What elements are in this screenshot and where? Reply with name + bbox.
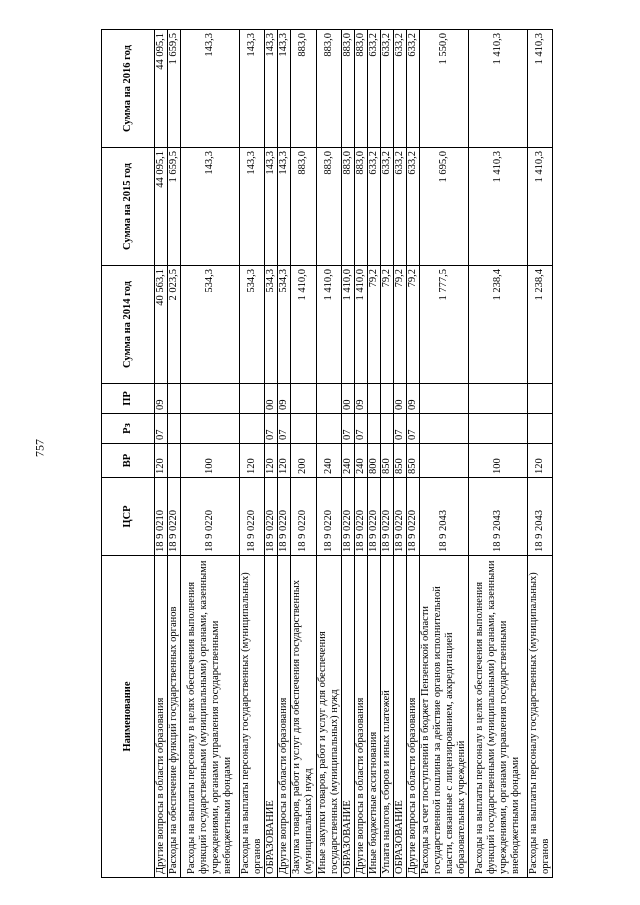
budget-table	[101, 29, 553, 878]
header-csr: ЦСР	[102, 478, 155, 556]
cell-sum2015: 633,2	[393, 148, 406, 266]
cell-csr: 18 9 2043	[469, 478, 528, 556]
cell-name: Расходы на выплаты персоналу в целях обеспечения выполнения функций государственными (муниципальными) органами, казенными учреждениями, органами управления государственными внебюджетными фондами	[469, 556, 528, 878]
cell-csr: 18 9 0220	[265, 478, 278, 556]
cell-sum2016: 633,2	[406, 30, 419, 148]
cell-rz	[367, 414, 380, 444]
cell-name: Иные бюджетные ассигнования	[367, 556, 380, 878]
cell-sum2015: 44 095,1	[155, 148, 168, 266]
cell-sum2015: 883,0	[316, 148, 341, 266]
table-row	[380, 30, 393, 878]
table-body	[155, 30, 553, 878]
cell-name: Другие вопросы в области образования	[406, 556, 419, 878]
cell-pr	[291, 384, 316, 414]
cell-name: Расходы на обеспечение функций государственных органов	[168, 556, 181, 878]
cell-sum2014: 40 563,1	[155, 266, 168, 384]
cell-rz	[528, 414, 553, 444]
cell-vr: 240	[316, 444, 341, 478]
cell-sum2014: 1 410,0	[291, 266, 316, 384]
cell-sum2015: 143,3	[265, 148, 278, 266]
cell-pr	[316, 384, 341, 414]
cell-sum2015: 143,3	[278, 148, 291, 266]
cell-sum2016: 143,3	[278, 30, 291, 148]
cell-sum2016: 1 410,3	[528, 30, 553, 148]
cell-sum2015: 143,3	[181, 148, 240, 266]
cell-vr: 120	[278, 444, 291, 478]
cell-pr: 00	[393, 384, 406, 414]
cell-vr: 100	[469, 444, 528, 478]
cell-sum2016: 633,2	[367, 30, 380, 148]
cell-rz: 07	[354, 414, 367, 444]
cell-vr	[168, 444, 181, 478]
cell-vr: 850	[380, 444, 393, 478]
cell-sum2014: 79,2	[406, 266, 419, 384]
cell-rz: 07	[406, 414, 419, 444]
cell-sum2016: 143,3	[181, 30, 240, 148]
cell-vr: 100	[181, 444, 240, 478]
table-row	[240, 30, 265, 878]
cell-sum2015: 143,3	[240, 148, 265, 266]
header-rz: Рз	[102, 414, 155, 444]
cell-sum2016: 44 095,1	[155, 30, 168, 148]
table-row	[367, 30, 380, 878]
cell-name: Другие вопросы в области образования	[354, 556, 367, 878]
cell-vr: 120	[240, 444, 265, 478]
cell-sum2014: 1 410,0	[354, 266, 367, 384]
cell-sum2015: 1 695,0	[420, 148, 469, 266]
cell-rz: 07	[278, 414, 291, 444]
cell-sum2015: 1 659,5	[168, 148, 181, 266]
table-row	[181, 30, 240, 878]
cell-name: Уплата налогов, сборов и иных платежей	[380, 556, 393, 878]
cell-pr: 09	[406, 384, 419, 414]
cell-sum2016: 143,3	[265, 30, 278, 148]
cell-csr: 18 9 0220	[240, 478, 265, 556]
cell-vr: 120	[528, 444, 553, 478]
cell-csr: 18 9 0220	[380, 478, 393, 556]
cell-vr: 200	[291, 444, 316, 478]
cell-sum2014: 1 410,0	[341, 266, 354, 384]
cell-sum2014: 534,3	[240, 266, 265, 384]
cell-sum2014: 79,2	[367, 266, 380, 384]
header-row	[102, 30, 155, 878]
cell-sum2014: 2 023,5	[168, 266, 181, 384]
cell-pr: 09	[155, 384, 168, 414]
cell-rz: 07	[155, 414, 168, 444]
table-row	[393, 30, 406, 878]
cell-pr	[168, 384, 181, 414]
cell-rz: 07	[265, 414, 278, 444]
cell-sum2016: 633,2	[393, 30, 406, 148]
cell-name: Другие вопросы в области образования	[278, 556, 291, 878]
cell-sum2014: 534,3	[265, 266, 278, 384]
cell-vr: 120	[265, 444, 278, 478]
table-row	[316, 30, 341, 878]
cell-sum2014: 79,2	[380, 266, 393, 384]
table-rotator	[101, 30, 552, 878]
header-pr: ПР	[102, 384, 155, 414]
table-row	[168, 30, 181, 878]
cell-csr: 18 9 2043	[420, 478, 469, 556]
cell-csr: 18 9 0220	[393, 478, 406, 556]
cell-name: Расходы на выплаты персоналу в целях обеспечения выполнения функций государственными (муниципальными) органами, казенными учреждениями, органами управления государственными внебюджетными фондами	[181, 556, 240, 878]
cell-pr	[469, 384, 528, 414]
cell-sum2014: 1 410,0	[316, 266, 341, 384]
cell-name: ОБРАЗОВАНИЕ	[341, 556, 354, 878]
cell-pr	[240, 384, 265, 414]
cell-sum2014: 1 238,4	[528, 266, 553, 384]
table-row	[354, 30, 367, 878]
cell-rz	[316, 414, 341, 444]
cell-csr: 18 9 2043	[528, 478, 553, 556]
cell-rz	[181, 414, 240, 444]
cell-rz: 07	[341, 414, 354, 444]
cell-csr: 18 9 0220	[168, 478, 181, 556]
cell-vr: 850	[406, 444, 419, 478]
cell-pr	[367, 384, 380, 414]
cell-pr: 09	[354, 384, 367, 414]
cell-sum2016: 1 550,0	[420, 30, 469, 148]
cell-sum2016: 633,2	[380, 30, 393, 148]
cell-rz	[420, 414, 469, 444]
cell-vr: 240	[354, 444, 367, 478]
cell-csr: 18 9 0220	[316, 478, 341, 556]
cell-rz	[380, 414, 393, 444]
cell-rz	[168, 414, 181, 444]
page-number: 757	[32, 439, 47, 457]
cell-sum2014: 534,3	[278, 266, 291, 384]
cell-pr	[420, 384, 469, 414]
cell-name: ОБРАЗОВАНИЕ	[265, 556, 278, 878]
cell-sum2016: 883,0	[316, 30, 341, 148]
header-vr: ВР	[102, 444, 155, 478]
cell-name: Расходы на выплаты персоналу государственных (муниципальных) органов	[240, 556, 265, 878]
cell-pr: 00	[265, 384, 278, 414]
cell-pr	[528, 384, 553, 414]
rotated-table-container	[101, 30, 552, 878]
cell-csr: 18 9 0220	[278, 478, 291, 556]
table-row	[155, 30, 168, 878]
cell-csr: 18 9 0220	[354, 478, 367, 556]
cell-sum2015: 883,0	[291, 148, 316, 266]
header-sum-2015: Сумма на 2015 год	[102, 148, 155, 266]
cell-csr: 18 9 0220	[341, 478, 354, 556]
cell-sum2014: 534,3	[181, 266, 240, 384]
cell-vr: 240	[341, 444, 354, 478]
header-sum-2014: Сумма на 2014 год	[102, 266, 155, 384]
table-row	[528, 30, 553, 878]
cell-pr: 09	[278, 384, 291, 414]
table-row	[265, 30, 278, 878]
cell-csr: 18 9 0220	[291, 478, 316, 556]
cell-vr: 120	[155, 444, 168, 478]
table-row	[469, 30, 528, 878]
cell-sum2014: 79,2	[393, 266, 406, 384]
cell-rz	[240, 414, 265, 444]
cell-csr: 18 9 0220	[406, 478, 419, 556]
table-row	[291, 30, 316, 878]
cell-sum2015: 883,0	[354, 148, 367, 266]
cell-sum2014: 1 777,5	[420, 266, 469, 384]
cell-name: Расходы за счет поступлений в бюджет Пензенской области государственной пошлины за действие органов исполнительной власти, связанные с лицензированием, аккредитацией образовательных учреждений	[420, 556, 469, 878]
cell-sum2016: 883,0	[341, 30, 354, 148]
cell-name: Другие вопросы в области образования	[155, 556, 168, 878]
cell-pr: 00	[341, 384, 354, 414]
cell-name: ОБРАЗОВАНИЕ	[393, 556, 406, 878]
cell-csr: 18 9 0220	[367, 478, 380, 556]
cell-pr	[181, 384, 240, 414]
cell-sum2016: 143,3	[240, 30, 265, 148]
header-name: Наименование	[102, 556, 155, 878]
cell-sum2015: 1 410,3	[528, 148, 553, 266]
cell-sum2015: 633,2	[367, 148, 380, 266]
cell-csr: 18 9 0220	[181, 478, 240, 556]
cell-name: Расходы на выплаты персоналу государственных (муниципальных) органов	[528, 556, 553, 878]
table-row	[420, 30, 469, 878]
cell-vr: 800	[367, 444, 380, 478]
cell-sum2015: 883,0	[341, 148, 354, 266]
cell-sum2015: 633,2	[380, 148, 393, 266]
cell-sum2015: 633,2	[406, 148, 419, 266]
cell-rz: 07	[393, 414, 406, 444]
cell-vr	[420, 444, 469, 478]
table-row	[406, 30, 419, 878]
cell-vr: 850	[393, 444, 406, 478]
cell-sum2015: 1 410,3	[469, 148, 528, 266]
cell-pr	[380, 384, 393, 414]
table-row	[278, 30, 291, 878]
cell-sum2016: 1 410,3	[469, 30, 528, 148]
header-sum-2016: Сумма на 2016 год	[102, 30, 155, 148]
cell-name: Закупка товаров, работ и услуг для обеспечения государственных (муниципальных) нужд	[291, 556, 316, 878]
cell-rz	[291, 414, 316, 444]
cell-sum2016: 1 659,5	[168, 30, 181, 148]
table-row	[341, 30, 354, 878]
cell-sum2016: 883,0	[354, 30, 367, 148]
cell-rz	[469, 414, 528, 444]
cell-csr: 18 9 0210	[155, 478, 168, 556]
cell-sum2016: 883,0	[291, 30, 316, 148]
cell-name: Иные закупки товаров, работ и услуг для обеспечения государственных (муниципальных) нужд	[316, 556, 341, 878]
cell-sum2014: 1 238,4	[469, 266, 528, 384]
